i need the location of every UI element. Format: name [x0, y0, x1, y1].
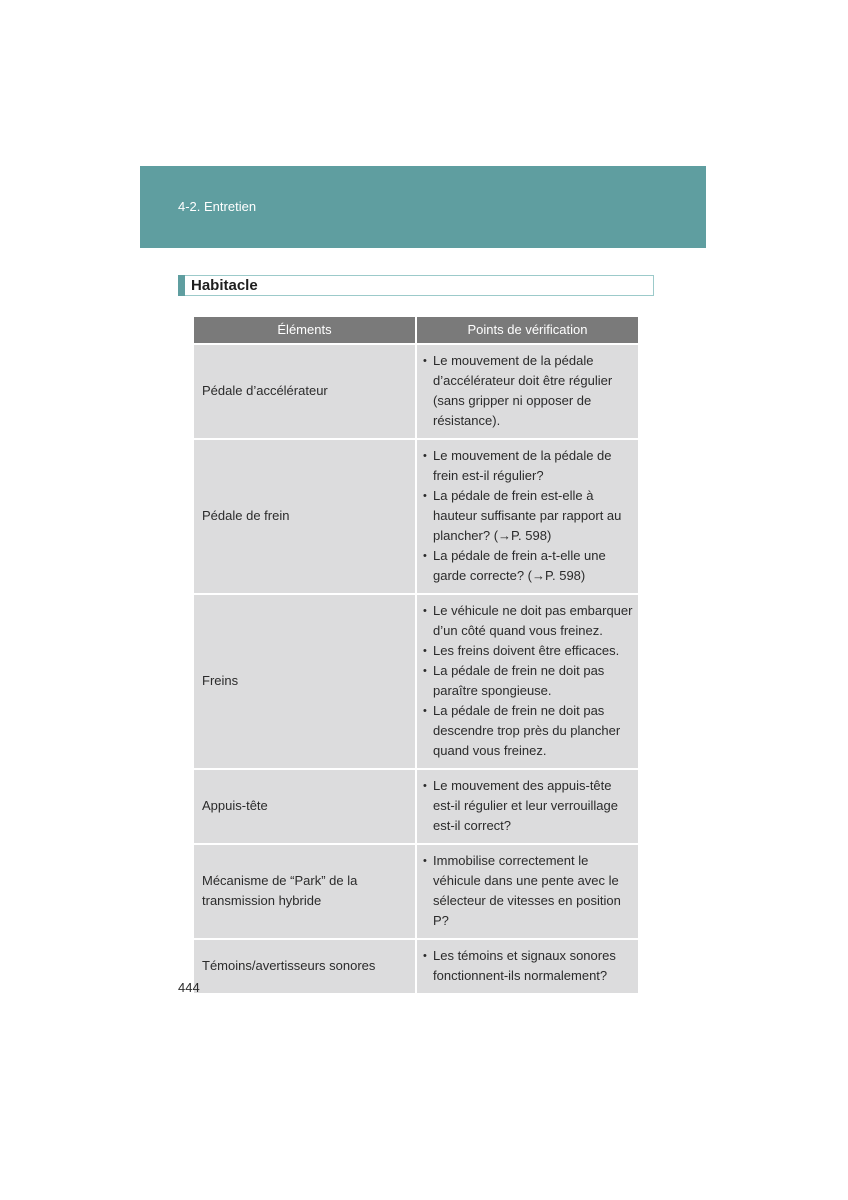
checks-list [423, 446, 636, 586]
check-item: • Les freins doivent être efficaces. [423, 641, 636, 661]
section-title: Habitacle [191, 277, 258, 294]
check-item: • Les témoins et signaux sonores fonctionnent-ils normalement? [423, 946, 636, 986]
table-row [194, 939, 638, 993]
table-header-row [194, 317, 638, 344]
table-row [194, 344, 638, 439]
page-number: 444 [178, 980, 200, 995]
check-item: • Le véhicule ne doit pas embarquer d’un côté quand vous freinez. [423, 601, 636, 641]
item-cell: Témoins/avertisseurs sonores [194, 939, 416, 993]
table-row [194, 844, 638, 939]
check-item: • La pédale de frein ne doit pas descendre trop près du plancher quand vous freinez. [423, 701, 636, 761]
check-item: • La pédale de frein a-t-elle une garde correcte? (→P. 598) [423, 546, 636, 586]
checks-list [423, 601, 636, 761]
item-cell: Pédale de frein [194, 439, 416, 594]
inspection-table [194, 317, 638, 993]
checks-list [423, 851, 636, 931]
check-item: • La pédale de frein ne doit pas paraître spongieuse. [423, 661, 636, 701]
check-item: • Le mouvement de la pédale de frein est-il régulier? [423, 446, 636, 486]
checks-list [423, 351, 636, 431]
item-cell: Mécanisme de “Park” de la transmission hybride [194, 844, 416, 939]
check-item: • Immobilise correctement le véhicule dans une pente avec le sélecteur de vitesses en position P? [423, 851, 636, 931]
check-item: • Le mouvement de la pédale d’accélérateur doit être régulier (sans gripper ni opposer de résistance). [423, 351, 636, 431]
section-label: 4-2. Entretien [178, 199, 257, 214]
checks-cell [416, 439, 638, 594]
checks-cell [416, 939, 638, 993]
table-row [194, 769, 638, 844]
checks-cell [416, 844, 638, 939]
column-header-items: Éléments [194, 317, 416, 344]
item-cell: Appuis-tête [194, 769, 416, 844]
item-cell: Freins [194, 594, 416, 769]
section-heading [178, 275, 654, 296]
column-header-checks: Points de vérification [416, 317, 638, 344]
checks-list [423, 946, 636, 986]
checks-cell [416, 769, 638, 844]
checks-cell [416, 594, 638, 769]
table-row [194, 594, 638, 769]
item-cell: Pédale d’accélérateur [194, 344, 416, 439]
checks-list [423, 776, 636, 836]
checks-cell [416, 344, 638, 439]
table-row [194, 439, 638, 594]
check-item: • Le mouvement des appuis-tête est-il régulier et leur verrouillage est-il correct? [423, 776, 636, 836]
check-item: • La pédale de frein est-elle à hauteur suffisante par rapport au plancher? (→P. 598) [423, 486, 636, 546]
heading-accent-bar [178, 275, 185, 296]
chapter-header-band [140, 166, 706, 248]
